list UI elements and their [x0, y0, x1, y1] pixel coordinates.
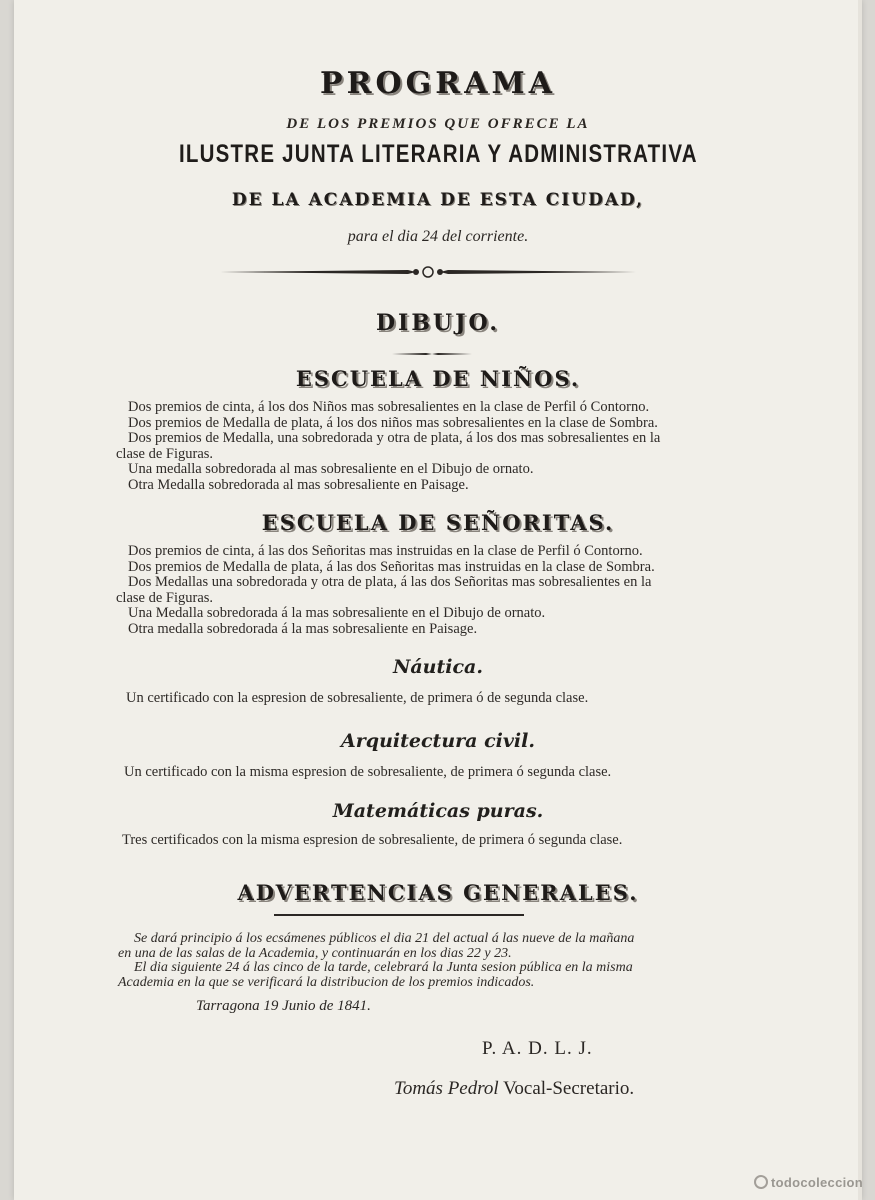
senoritas-line: clase de Figuras. [116, 589, 214, 606]
signatory-name: Tomás Pedrol [394, 1078, 499, 1099]
nautica-text: Un certificado con la espresion de sobresaliente, de primera ó de segunda clase. [126, 690, 589, 706]
watermark [754, 1175, 863, 1190]
document-page [14, 0, 862, 1200]
ninos-line: Otra Medalla sobredorada al mas sobresaliente en Paisage. [128, 476, 469, 493]
advertencias-text [118, 932, 766, 990]
ninos-line: Dos premios de cinta, á los dos Niños mas sobresalientes en la clase de Perfil ó Contorno. [128, 399, 650, 415]
header-line-3-wrap [14, 140, 862, 169]
header-line-2: DE LOS PREMIOS QUE OFRECE LA [286, 116, 590, 132]
senoritas-line: Una Medalla sobredorada á la mas sobresaliente en el Dibujo de ornato. [128, 605, 546, 621]
matematicas-text: Tres certificados con la misma espresion de sobresaliente, de primera ó segunda clase. [122, 832, 623, 848]
small-ornament [392, 345, 472, 353]
signature-initials: P. A. D. L. J. [482, 1038, 593, 1059]
advertencias-title: ADVERTENCIAS GENERALES. [237, 880, 639, 905]
ninos-line: Dos premios de Medalla, una sobredorada y otra de plata, á los dos mas sobresalientes en la [128, 430, 661, 446]
ninos-line: clase de Figuras. [116, 445, 214, 462]
dibujo-title: DIBUJO. [375, 310, 501, 336]
watermark-text: todocoleccion [770, 1175, 863, 1190]
advertencias-line: en una de las salas de la Academia, y continuarán en los dias 22 y 23. [118, 945, 512, 961]
advertencias-underline [274, 914, 524, 916]
watermark-icon [754, 1175, 768, 1189]
header-line-3: ILUSTRE JUNTA LITERARIA Y ADMINISTRATIVA [178, 140, 698, 168]
header-line-5: para el dia 24 del corriente. [347, 228, 529, 245]
signature-block [394, 1078, 634, 1100]
nautica-title: Náutica. [393, 656, 483, 678]
small-ornament-icon [392, 350, 472, 358]
ornamental-rule [218, 262, 638, 282]
senoritas-line: Otra medalla sobredorada á la mas sobresaliente en Paisage. [128, 620, 478, 637]
advertencias-line: Se dará principio á los ecsámenes públicos el dia 21 del actual á las nueve de la mañana [134, 931, 635, 946]
ninos-line: Una medalla sobredorada al mas sobresaliente en el Dibujo de ornato. [128, 461, 534, 477]
ninos-line: Dos premios de Medalla de plata, á los dos niños mas sobresalientes en la clase de Sombra. [128, 414, 658, 431]
ornament-icon [218, 262, 638, 282]
document-date: Tarragona 19 Junio de 1841. [196, 998, 371, 1014]
advertencias-line: El dia siguiente 24 á las cinco de la tarde, celebrará la Junta sesion pública en la misma [134, 960, 633, 975]
senoritas-line: Dos premios de Medalla de plata, á las dos Señoritas mas instruidas en la clase de Sombra. [128, 558, 655, 575]
arquitectura-text: Un certificado con la misma espresion de sobresaliente, de primera ó segunda clase. [124, 764, 612, 780]
ninos-list [116, 399, 778, 493]
page-edge [858, 0, 862, 1200]
arquitectura-title: Arquitectura civil. [341, 730, 535, 752]
matematicas-title: Matemáticas puras. [332, 800, 544, 822]
ninos-title: ESCUELA DE NIÑOS. [295, 366, 581, 391]
header-line-4: DE LA ACADEMIA DE ESTA CIUDAD, [231, 190, 645, 210]
senoritas-line: Dos Medallas una sobredorada y otra de plata, á las dos Señoritas mas sobresalientes en la [128, 574, 652, 590]
senoritas-list [116, 543, 778, 637]
senoritas-line: Dos premios de cinta, á las dos Señoritas mas instruidas en la clase de Perfil ó Contorno. [128, 543, 643, 559]
programa-title: PROGRAMA [320, 66, 556, 101]
senoritas-title: ESCUELA DE SEÑORITAS. [261, 510, 615, 535]
advertencias-line: Academia en la que se verificará la distribucion de los premios indicados. [118, 974, 535, 990]
signatory-role: Vocal-Secretario. [503, 1078, 635, 1099]
